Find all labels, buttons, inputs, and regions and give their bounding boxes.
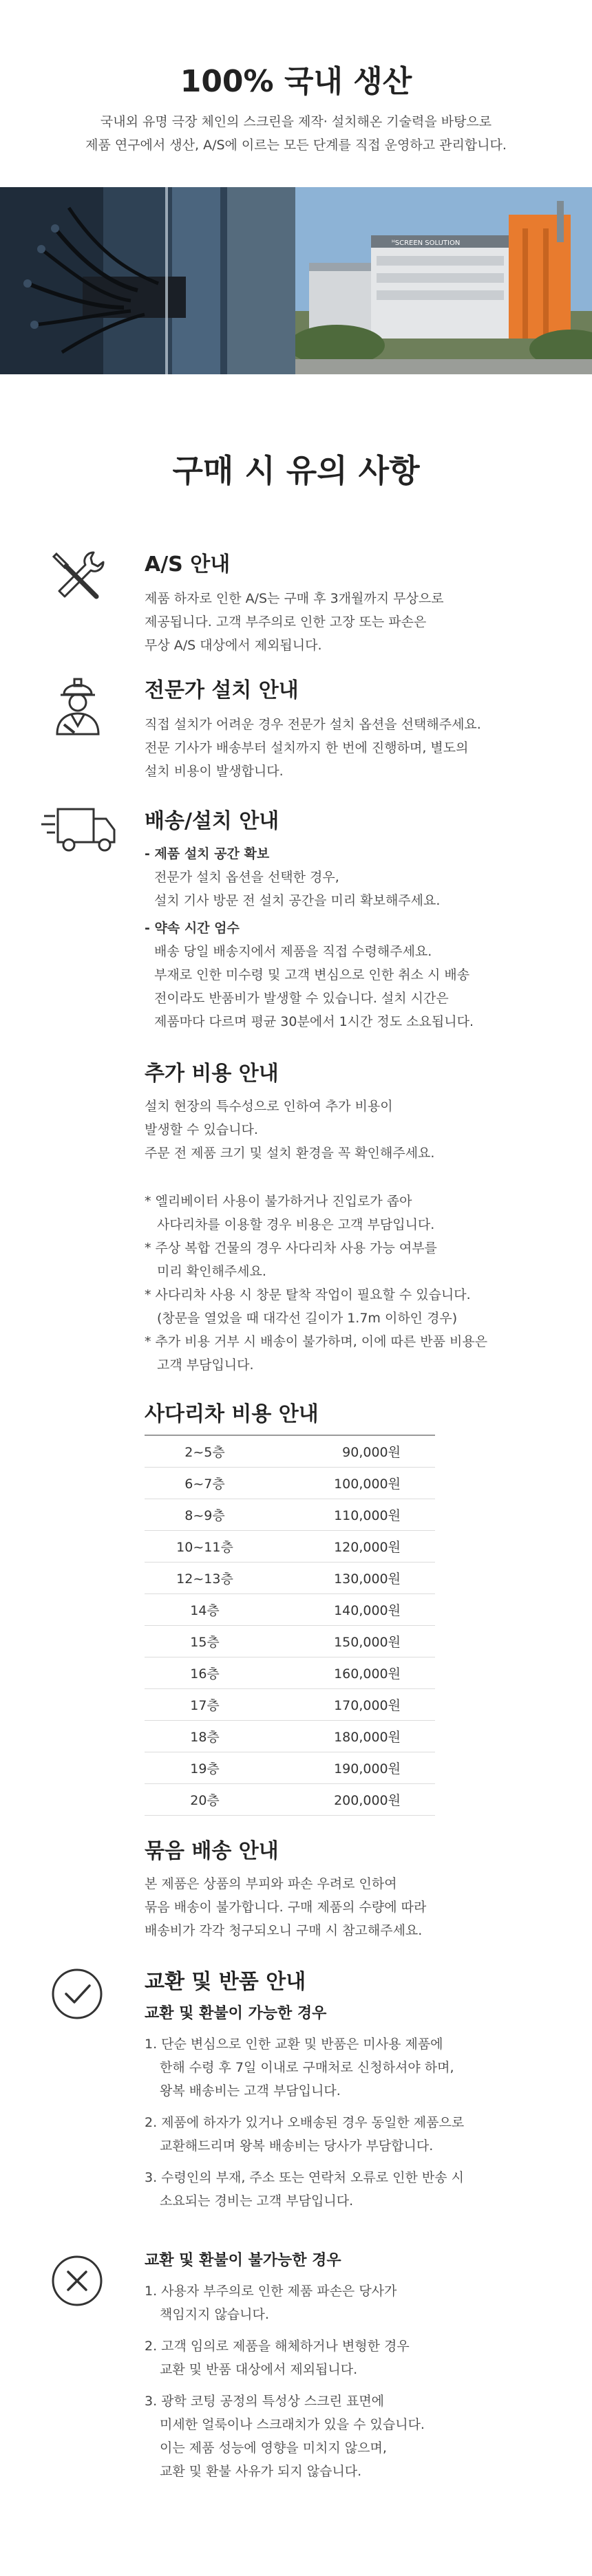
fee-row (145, 1689, 435, 1721)
worker-icon (47, 671, 109, 742)
truck-icon (41, 804, 117, 861)
intro-line: 국내외 유명 극장 체인의 스크린을 제작· 설치해온 기술력을 바탕으로 (100, 114, 492, 129)
exchange-title: 교환 및 반품 안내 (145, 1970, 306, 1994)
fee-row (145, 1594, 435, 1626)
factory-sign: ᴴSCREEN SOLUTION (392, 239, 461, 247)
ladder-fee-table (145, 1435, 435, 1816)
exchange-ok-item: 3. 수령인의 부재, 주소 또는 연락처 오류로 인한 반송 시 (145, 2170, 464, 2185)
fee-row (145, 1563, 435, 1594)
fee-price: 130,000원 (265, 1563, 435, 1594)
exchange-no-item: 3. 광학 코팅 공정의 특성상 스크린 표면에 (145, 2394, 385, 2409)
fee-row (145, 1499, 435, 1531)
exchange-ok-item: 1. 단순 변심으로 인한 교환 및 반품은 미사용 제품에 (145, 2037, 443, 2052)
extra-cost-line: 설치 현장의 특수성으로 인하여 추가 비용이 (145, 1099, 393, 1114)
x-circle-icon (50, 2253, 105, 2311)
exchange-ok-item-cont: 교환해드리며 왕복 배송비는 당사가 부담합니다. (160, 2138, 434, 2154)
exchange-no-item-cont: 책임지지 않습니다. (160, 2307, 269, 2322)
installer-title: 전문가 설치 안내 (145, 678, 299, 702)
exchange-no-block (145, 2248, 425, 2483)
extra-note: * 사다리차 사용 시 창문 탈착 작업이 필요할 수 있습니다. (145, 1287, 471, 1302)
exchange-no-subtitle: 교환 및 환불이 불가능한 경우 (145, 2252, 341, 2269)
exchange-no-item-cont: 미세한 얼룩이나 스크래치가 있을 수 있습니다. (160, 2417, 425, 2432)
fee-row (145, 1752, 435, 1784)
extra-note: * 추가 비용 거부 시 배송이 불가하며, 이에 따른 반품 비용은 (145, 1334, 488, 1349)
fee-row (145, 1468, 435, 1499)
fee-price: 140,000원 (265, 1594, 435, 1626)
fee-price: 120,000원 (265, 1531, 435, 1563)
fee-price: 100,000원 (265, 1468, 435, 1499)
delivery-time-line: 배송 당일 배송지에서 제품을 직접 수령해주세요. (154, 944, 432, 959)
delivery-time-line: 부재로 인한 미수령 및 고객 변심으로 인한 취소 시 배송 (154, 967, 470, 983)
bundle-line: 묶음 배송이 불가합니다. 구매 제품의 수량에 따라 (145, 1900, 427, 1915)
factory-building-photo (295, 187, 592, 374)
projector-cables-photo (0, 187, 295, 374)
delivery-space-heading: - 제품 설치 공간 확보 (145, 846, 270, 861)
fee-price: 180,000원 (265, 1721, 435, 1752)
exchange-no-item-cont: 이는 제품 성능에 영향을 미치지 않으며, (160, 2440, 387, 2456)
exchange-ok-item-cont: 한해 수령 후 7일 이내로 구매처로 신청하셔야 하며, (160, 2060, 454, 2075)
fee-floor: 6~7층 (145, 1468, 265, 1499)
exchange-ok-item: 2. 제품에 하자가 있거나 오배송된 경우 동일한 제품으로 (145, 2115, 465, 2130)
tools-icon (47, 547, 109, 612)
fee-price: 160,000원 (265, 1657, 435, 1689)
exchange-no-item: 1. 사용자 부주의로 인한 제품 파손은 당사가 (145, 2284, 397, 2299)
extra-note-cont: (창문을 열었을 때 대각선 길이가 1.7m 이하인 경우) (157, 1311, 458, 1326)
check-circle-icon (50, 1966, 105, 2024)
cables-illustration (0, 187, 295, 374)
fee-row (145, 1721, 435, 1752)
extra-cost-title: 추가 비용 안내 (145, 1062, 279, 1086)
installer-line: 전문 기사가 배송부터 설치까지 한 번에 진행하며, 별도의 (145, 740, 469, 755)
as-block (145, 547, 444, 657)
fee-floor: 16층 (145, 1657, 265, 1689)
bundle-line: 배송비가 각각 청구되오니 구매 시 참고해주세요. (145, 1923, 423, 1938)
exchange-ok-block (145, 1964, 464, 2213)
delivery-title: 배송/설치 안내 (145, 809, 279, 833)
fee-row (145, 1531, 435, 1563)
delivery-time-line: 제품마다 다르며 평균 30분에서 1시간 정도 소요됩니다. (154, 1014, 474, 1029)
bundle-line: 본 제품은 상품의 부피와 파손 우려로 인하여 (145, 1876, 397, 1891)
fee-floor: 2~5층 (145, 1435, 265, 1468)
fee-price: 110,000원 (265, 1499, 435, 1531)
fee-row (145, 1657, 435, 1689)
as-line: 제품 하자로 인한 A/S는 구매 후 3개월까지 무상으로 (145, 591, 444, 606)
as-title: A/S 안내 (145, 552, 231, 577)
fee-floor: 17층 (145, 1689, 265, 1721)
factory-illustration (295, 187, 592, 374)
fee-floor: 18층 (145, 1721, 265, 1752)
extra-cost-line: 발생할 수 있습니다. (145, 1122, 258, 1137)
intro-line: 제품 연구에서 생산, A/S에 이르는 모든 단계를 직접 운영하고 관리합니다. (85, 138, 507, 153)
fee-price: 90,000원 (265, 1435, 435, 1468)
exchange-ok-item-cont: 왕복 배송비는 고객 부담입니다. (160, 2083, 341, 2099)
delivery-block (145, 804, 474, 1033)
installer-line: 설치 비용이 발생합니다. (145, 764, 284, 779)
fee-row (145, 1784, 435, 1816)
bundle-title: 묶음 배송 안내 (145, 1839, 279, 1863)
fee-floor: 19층 (145, 1752, 265, 1784)
exchange-no-item-cont: 교환 및 반품 대상에서 제외됩니다. (160, 2362, 358, 2377)
delivery-space-line: 설치 기사 방문 전 설치 공간을 미리 확보해주세요. (154, 893, 441, 908)
fee-floor: 8~9층 (145, 1499, 265, 1531)
page-title: 100% 국내 생산 (180, 64, 412, 99)
exchange-ok-subtitle: 교환 및 환불이 가능한 경우 (145, 2005, 327, 2022)
ladder-title: 사다리차 비용 안내 (145, 1402, 319, 1426)
fee-floor: 14층 (145, 1594, 265, 1626)
exchange-ok-item-cont: 소요되는 경비는 고객 부담입니다. (160, 2193, 354, 2209)
as-line: 제공됩니다. 고객 부주의로 인한 고장 또는 파손은 (145, 614, 427, 630)
extra-note-cont: 미리 확인해주세요. (157, 1264, 266, 1279)
intro-text (0, 110, 592, 157)
installer-line: 직접 설치가 어려운 경우 전문가 설치 옵션을 선택해주세요. (145, 717, 481, 732)
extra-note: * 엘리베이터 사용이 불가하거나 진입로가 좁아 (145, 1194, 412, 1209)
fee-price: 190,000원 (265, 1752, 435, 1784)
fee-floor: 20층 (145, 1784, 265, 1816)
extra-note: * 주상 복합 건물의 경우 사다리차 사용 가능 여부를 (145, 1241, 437, 1256)
fee-row (145, 1626, 435, 1657)
section-title: 구매 시 유의 사항 (172, 452, 420, 489)
fee-price: 170,000원 (265, 1689, 435, 1721)
fee-row (145, 1435, 435, 1468)
fee-price: 200,000원 (265, 1784, 435, 1816)
extra-cost-block (145, 1056, 487, 1377)
delivery-space-line: 전문가 설치 옵션을 선택한 경우, (154, 870, 339, 885)
exchange-no-item-cont: 교환 및 환불 사유가 되지 않습니다. (160, 2464, 362, 2479)
bundle-block (145, 1834, 426, 1942)
fee-floor: 15층 (145, 1626, 265, 1657)
delivery-time-line: 전이라도 반품비가 발생할 수 있습니다. 설치 시간은 (154, 991, 449, 1006)
exchange-no-item: 2. 고객 임의로 제품을 해체하거나 변형한 경우 (145, 2339, 410, 2354)
photo-strip (0, 187, 592, 374)
fee-floor: 12~13층 (145, 1563, 265, 1594)
extra-note-cont: 고객 부담입니다. (157, 1357, 254, 1373)
delivery-time-heading: - 약속 시간 엄수 (145, 921, 240, 936)
fee-price: 150,000원 (265, 1626, 435, 1657)
extra-note-cont: 사다리차를 이용할 경우 비용은 고객 부담입니다. (157, 1217, 435, 1232)
as-line: 무상 A/S 대상에서 제외됩니다. (145, 638, 322, 653)
extra-cost-line: 주문 전 제품 크기 및 설치 환경을 꼭 확인해주세요. (145, 1146, 435, 1161)
fee-floor: 10~11층 (145, 1531, 265, 1563)
installer-block (145, 673, 481, 783)
